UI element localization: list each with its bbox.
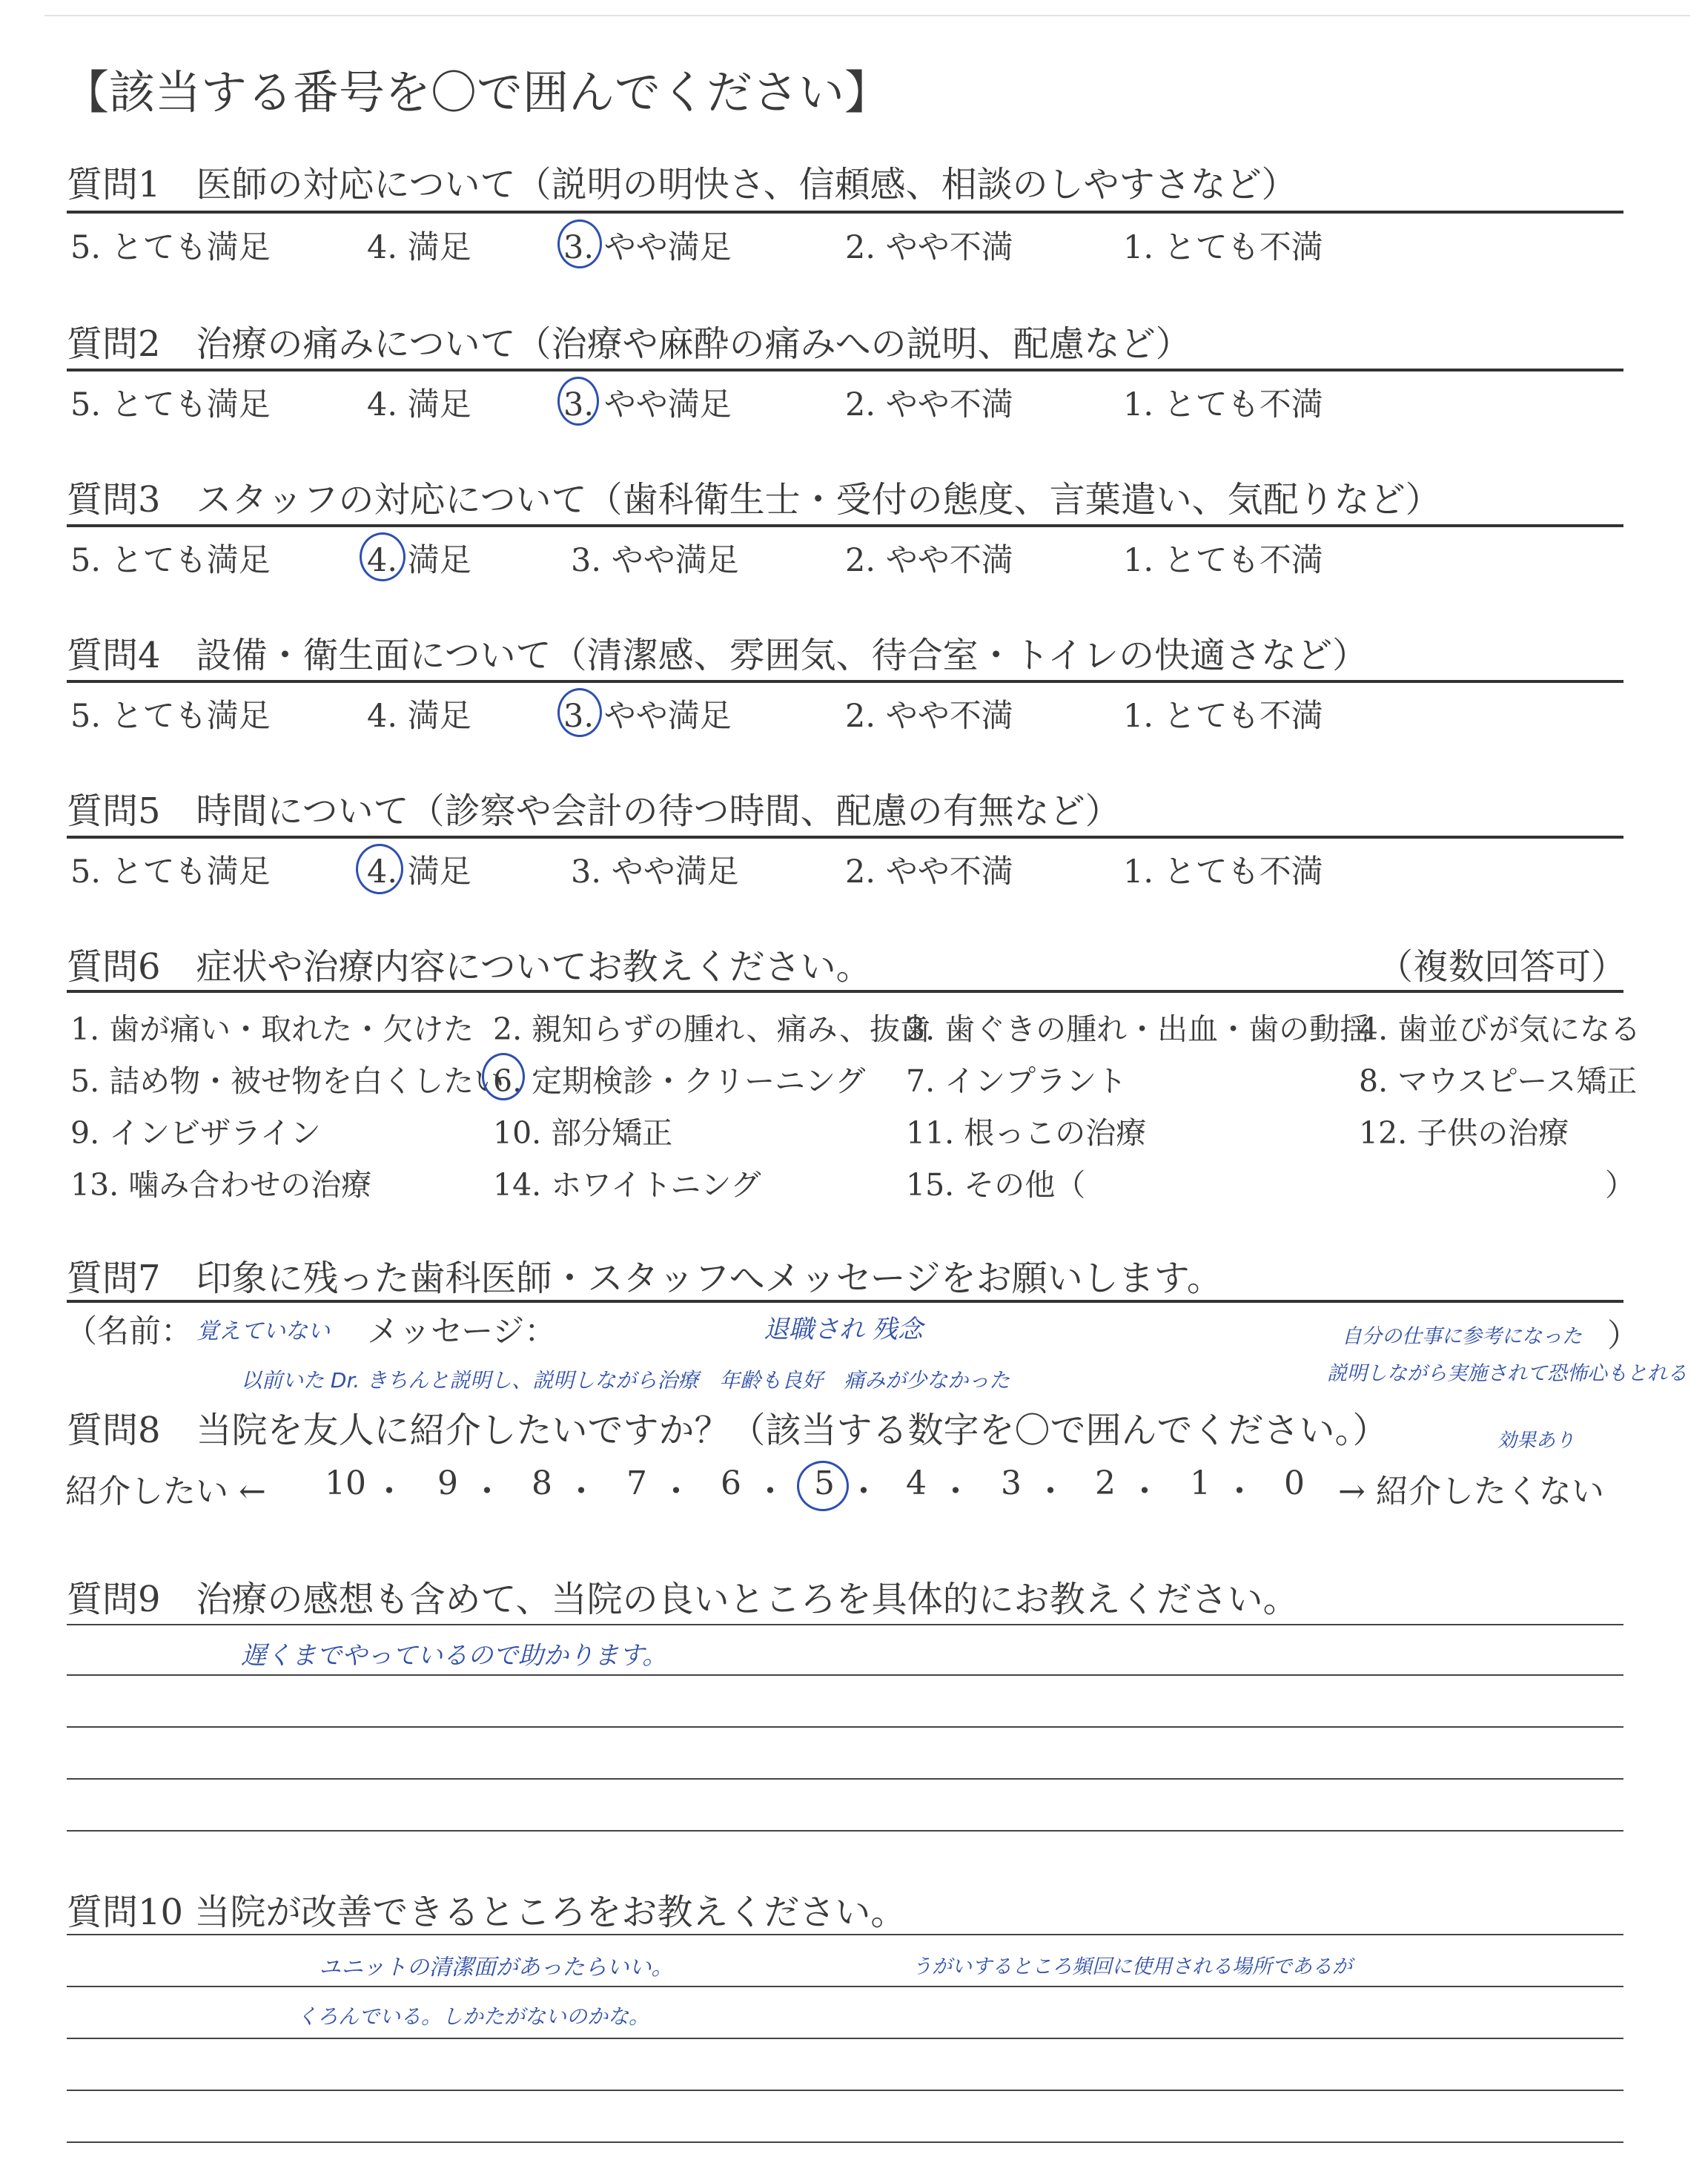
q5-option-5[interactable]: 5. とても満足: [70, 853, 271, 891]
q9-line-1: [67, 1624, 1623, 1625]
q8-score-3[interactable]: 3: [1001, 1464, 1022, 1502]
q4-option-5[interactable]: 5. とても満足: [70, 698, 271, 735]
q10-line-2: [67, 1986, 1623, 1987]
q3-selection-circle: [360, 532, 406, 581]
q7-handwritten-1: 退職され 残念: [764, 1315, 923, 1344]
q7-handwritten-4: 説明しながら実施されて恐怖心もとれる: [1327, 1362, 1687, 1385]
q3-option-5[interactable]: 5. とても満足: [70, 542, 271, 579]
q6-option-4[interactable]: 4. 歯並びが気になる: [1359, 1011, 1641, 1047]
q8-dot: ・: [1223, 1473, 1256, 1510]
q3-title: 質問3 スタッフの対応について（歯科衛生士・受付の態度、言葉遣い、気配りなど）: [67, 479, 1441, 521]
q2-selection-circle: [557, 377, 599, 426]
q2-rule: [67, 369, 1623, 371]
q10-answer-handwritten-3: くろんでいる。しかたがないのかな。: [297, 2004, 650, 2029]
q2-option-3[interactable]: 3. やや満足: [563, 386, 732, 423]
q8-score-4[interactable]: 4: [906, 1464, 927, 1502]
q6-option-11[interactable]: 11. 根っこの治療: [906, 1115, 1147, 1151]
q1-selection-circle: [557, 219, 602, 268]
q8-dot: ・: [1128, 1473, 1161, 1510]
q5-rule: [67, 836, 1623, 839]
q8-score-5[interactable]: 5: [814, 1464, 835, 1502]
q9-line-5: [67, 1830, 1623, 1832]
q8-score-8[interactable]: 8: [532, 1464, 552, 1502]
q8-score-9[interactable]: 9: [437, 1464, 458, 1502]
q8-score-7[interactable]: 7: [626, 1464, 647, 1502]
q10-line-3: [67, 2038, 1623, 2039]
q6-rule: [67, 990, 1623, 993]
q5-option-4[interactable]: 4. 満足: [367, 853, 471, 891]
q6-option-12[interactable]: 12. 子供の治療: [1359, 1115, 1569, 1151]
q2-option-1[interactable]: 1. とても不満: [1123, 386, 1323, 423]
q6-option-5[interactable]: 5. 詰め物・被せ物を白くしたい: [70, 1063, 505, 1099]
q2-option-5[interactable]: 5. とても満足: [70, 386, 271, 423]
q7-handwritten-5: 効果あり: [1497, 1430, 1575, 1452]
q8-left-label: 紹介したい ←: [65, 1473, 266, 1510]
q8-dot: ・: [847, 1473, 880, 1510]
q2-title: 質問2 治療の痛みについて（治療や麻酔の痛みへの説明、配慮など）: [67, 323, 1191, 365]
q6-option-14[interactable]: 14. ホワイトニング: [493, 1167, 761, 1203]
q10-title: 質問10 当院が改善できるところをお教えください。: [67, 1892, 907, 1933]
top-border: [44, 15, 1690, 16]
q6-multiple-answers-note: （複数回答可）: [1377, 946, 1626, 988]
q4-option-2[interactable]: 2. やや不満: [845, 698, 1013, 735]
q7-name-handwritten: 覚えていない: [196, 1318, 330, 1344]
q3-option-3[interactable]: 3. やや満足: [571, 542, 739, 579]
q7-message-label: メッセージ：: [367, 1313, 557, 1350]
q10-answer-handwritten-1: ユニットの清潔面があったらいい。: [319, 1955, 674, 1981]
q6-option-2[interactable]: 2. 親知らずの腫れ、痛み、抜歯: [493, 1011, 931, 1047]
q7-title: 質問7 印象に残った歯科医師・スタッフへメッセージをお願いします。: [67, 1258, 1222, 1299]
q4-option-1[interactable]: 1. とても不満: [1123, 698, 1323, 735]
q1-rule: [67, 211, 1623, 214]
q1-option-1[interactable]: 1. とても不満: [1123, 229, 1323, 266]
q2-option-4[interactable]: 4. 満足: [367, 386, 471, 423]
q5-selection-circle: [356, 844, 403, 894]
q3-option-1[interactable]: 1. とても不満: [1123, 542, 1323, 579]
q10-answer-handwritten-2: うがいするところ頻回に使用される場所であるが: [912, 1955, 1352, 1978]
q6-option-1[interactable]: 1. 歯が痛い・取れた・欠けた: [70, 1011, 474, 1047]
q5-title: 質問5 時間について（診察や会計の待つ時間、配慮の有無など）: [67, 790, 1121, 832]
q7-rule: [67, 1300, 1623, 1303]
q10-line-1: [67, 1934, 1623, 1935]
q6-option-15[interactable]: 15. その他（: [906, 1167, 1086, 1203]
q8-dot: ・: [1034, 1473, 1067, 1510]
q6-option-10[interactable]: 10. 部分矯正: [493, 1115, 673, 1151]
q10-line-4: [67, 2090, 1623, 2091]
q8-title: 質問8 当院を友人に紹介したいですか？（該当する数字を〇で囲んでください。）: [67, 1410, 1388, 1451]
q4-selection-circle: [557, 688, 602, 737]
q4-option-3[interactable]: 3. やや満足: [563, 698, 732, 735]
q8-dot: ・: [939, 1473, 972, 1510]
q3-option-2[interactable]: 2. やや不満: [845, 542, 1013, 579]
q1-option-3[interactable]: 3. やや満足: [563, 229, 732, 266]
q7-close-paren: ）: [1607, 1318, 1639, 1355]
q8-dot: ・: [373, 1473, 406, 1510]
q8-dot: ・: [471, 1473, 503, 1510]
q6-option-3[interactable]: 3. 歯ぐきの腫れ・出血・歯の動揺: [906, 1011, 1371, 1047]
q5-option-1[interactable]: 1. とても不満: [1123, 853, 1323, 891]
q6-other-close-paren: ）: [1605, 1167, 1635, 1203]
q3-rule: [67, 524, 1623, 527]
q9-line-3: [67, 1726, 1623, 1728]
q2-option-2[interactable]: 2. やや不満: [845, 386, 1013, 423]
q1-option-4[interactable]: 4. 満足: [367, 229, 471, 266]
q9-line-4: [67, 1778, 1623, 1780]
q3-option-4[interactable]: 4. 満足: [367, 542, 471, 579]
q8-dot: ・: [754, 1473, 787, 1510]
page-header: 【該当する番号を〇で囲んでください】: [63, 65, 891, 119]
q8-score-6[interactable]: 6: [721, 1464, 741, 1502]
q8-score-2[interactable]: 2: [1095, 1464, 1116, 1502]
q8-score-10[interactable]: 10: [325, 1464, 366, 1502]
q4-option-4[interactable]: 4. 満足: [367, 698, 471, 735]
q7-handwritten-2: 自分の仕事に参考になった: [1342, 1325, 1582, 1348]
q1-option-2[interactable]: 2. やや不満: [845, 229, 1013, 266]
q6-option-9[interactable]: 9. インビザライン: [70, 1115, 321, 1151]
q8-score-0[interactable]: 0: [1284, 1464, 1305, 1502]
q6-selection-circle: [482, 1053, 525, 1100]
q6-option-13[interactable]: 13. 噛み合わせの治療: [70, 1167, 372, 1203]
q9-title: 質問9 治療の感想も含めて、当院の良いところを具体的にお教えください。: [67, 1579, 1299, 1620]
q10-line-5: [67, 2141, 1623, 2143]
q8-right-label: → 紹介したくない: [1338, 1473, 1604, 1510]
q5-option-3[interactable]: 3. やや満足: [571, 853, 739, 891]
q6-option-8[interactable]: 8. マウスピース矯正: [1359, 1063, 1638, 1099]
q7-name-label: （名前：: [65, 1313, 193, 1350]
q8-score-1[interactable]: 1: [1190, 1464, 1211, 1502]
q6-option-6[interactable]: 6. 定期検診・クリーニング: [493, 1063, 866, 1099]
q4-rule: [67, 680, 1623, 683]
q1-option-5[interactable]: 5. とても満足: [70, 229, 271, 266]
q8-selection-circle: [797, 1461, 849, 1511]
q6-title: 質問6 症状や治療内容についてお教えください。: [67, 946, 872, 988]
q7-handwritten-3: 以前いた Dr. きちんと説明し、説明しながら治療 年齢も良好 痛みが少なかった: [241, 1368, 1010, 1393]
q1-title: 質問1 医師の対応について（説明の明快さ、信頼感、相談のしやすさなど）: [67, 164, 1297, 205]
q9-answer-handwritten: 遅くまでやっているので助かります。: [241, 1641, 668, 1671]
q8-dot: ・: [660, 1473, 692, 1510]
q6-option-7[interactable]: 7. インプラント: [906, 1063, 1128, 1099]
q9-line-2: [67, 1674, 1623, 1676]
q4-title: 質問4 設備・衛生面について（清潔感、雰囲気、待合室・トイレの快適さなど）: [67, 635, 1368, 676]
q8-dot: ・: [565, 1473, 598, 1510]
q5-option-2[interactable]: 2. やや不満: [845, 853, 1013, 891]
